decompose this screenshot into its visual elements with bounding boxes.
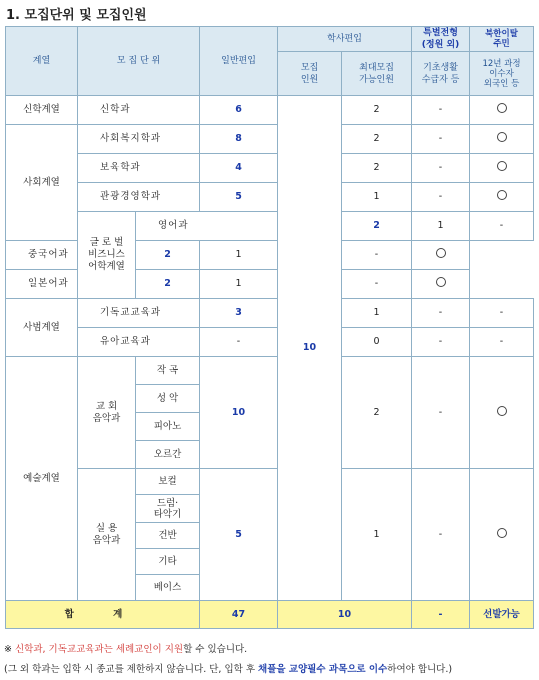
- major-piano: 피아노: [136, 413, 200, 441]
- major-composition: 작 곡: [136, 357, 200, 385]
- defector-theology: [470, 96, 534, 125]
- special-welfare: -: [412, 125, 470, 154]
- special-tourism: -: [412, 183, 470, 212]
- dept-early-ed: 유아교육과: [78, 328, 200, 357]
- max-chinese: 1: [200, 241, 278, 270]
- general-tourism: 5: [200, 183, 278, 212]
- major-keyboard: 건반: [136, 523, 200, 549]
- dept-christian-ed: 기독교교육과: [78, 299, 200, 328]
- dept-church-music: 교 회 음악과: [78, 357, 136, 469]
- note-marker: ※: [4, 644, 15, 655]
- defector-chinese: [412, 241, 470, 270]
- header-category: 계열: [6, 27, 78, 96]
- dept-theology: 신학과: [78, 96, 200, 125]
- general-childcare: 4: [200, 154, 278, 183]
- note-baptized-requirement: 신학과, 기독교교육과는 세례교인이 지원: [14, 644, 184, 655]
- dept-welfare: 사회복지학과: [78, 125, 200, 154]
- header-bachelor-max: 최대모집 가능인원: [342, 52, 412, 96]
- note-chapel-requirement: 채플을 교양필수 과목으로 이수: [258, 664, 388, 675]
- max-tourism: 1: [342, 183, 412, 212]
- max-practical-music: 1: [342, 469, 412, 601]
- defector-tourism: [470, 183, 534, 212]
- group-social: 사회계열: [6, 125, 78, 241]
- major-drums: 드럼· 타악기: [136, 495, 200, 523]
- max-christian-ed: 1: [342, 299, 412, 328]
- group-arts: 예술계열: [6, 357, 78, 601]
- header-bachelor-quota: 모집 인원: [278, 52, 342, 96]
- group-education: 사범계열: [6, 299, 78, 357]
- defector-church-music: [470, 357, 534, 469]
- max-japanese: 1: [200, 270, 278, 299]
- defector-early-ed: -: [470, 328, 534, 357]
- total-bachelor: 10: [278, 601, 412, 629]
- dept-childcare: 보육학과: [78, 154, 200, 183]
- max-church-music: 2: [342, 357, 412, 469]
- general-chinese: 2: [136, 241, 200, 270]
- circle-mark: [497, 190, 507, 200]
- group-global: 글 로 벌 비즈니스 어학계열: [78, 212, 136, 299]
- max-welfare: 2: [342, 125, 412, 154]
- defector-christian-ed: -: [470, 299, 534, 328]
- header-special-sub: 기초생활 수급자 등: [412, 52, 470, 96]
- total-defector: 선발가능: [470, 601, 534, 629]
- major-organ: 오르간: [136, 441, 200, 469]
- defector-practical-music: [470, 469, 534, 601]
- general-welfare: 8: [200, 125, 278, 154]
- note-chapel-suffix: 하여야 합니다.): [387, 664, 453, 675]
- general-japanese: 2: [136, 270, 200, 299]
- general-english: 2: [342, 212, 412, 241]
- general-early-ed: -: [200, 328, 278, 357]
- header-special: 특별전형 (정원 외): [412, 27, 470, 52]
- major-guitar: 기타: [136, 549, 200, 575]
- bachelor-quota: 10: [278, 96, 342, 601]
- dept-japanese: 일본어과: [6, 270, 136, 299]
- header-defector-sub: 12년 과정 이수자 외국인 등: [470, 52, 534, 96]
- special-church-music: -: [412, 357, 470, 469]
- max-theology: 2: [342, 96, 412, 125]
- max-childcare: 2: [342, 154, 412, 183]
- special-christian-ed: -: [412, 299, 470, 328]
- total-special: -: [412, 601, 470, 629]
- max-english: 1: [412, 212, 470, 241]
- max-early-ed: 0: [342, 328, 412, 357]
- special-practical-music: -: [412, 469, 470, 601]
- circle-mark: [436, 277, 446, 287]
- circle-mark: [497, 132, 507, 142]
- circle-mark: [497, 161, 507, 171]
- header-bachelor: 학사편입: [278, 27, 412, 52]
- general-practical-music: 5: [200, 469, 278, 601]
- circle-mark: [497, 406, 507, 416]
- special-childcare: -: [412, 154, 470, 183]
- defector-childcare: [470, 154, 534, 183]
- dept-chinese: 중국어과: [6, 241, 136, 270]
- total-label: 합 계: [6, 601, 200, 629]
- dept-tourism: 관광경영학과: [78, 183, 200, 212]
- page-title: 1. 모집단위 및 모집인원: [6, 8, 147, 23]
- note-chapel: [4, 661, 452, 675]
- header-defector: 북한이탈 주민: [470, 27, 534, 52]
- special-japanese: -: [342, 270, 412, 299]
- general-church-music: 10: [200, 357, 278, 469]
- circle-mark: [436, 248, 446, 258]
- defector-welfare: [470, 125, 534, 154]
- general-christian-ed: 3: [200, 299, 278, 328]
- header-general: 일반편입: [200, 27, 278, 96]
- general-theology: 6: [200, 96, 278, 125]
- total-general: 47: [200, 601, 278, 629]
- defector-japanese: [412, 270, 470, 299]
- special-chinese: -: [342, 241, 412, 270]
- major-voice: 성 악: [136, 385, 200, 413]
- note-religion: [4, 641, 247, 655]
- group-theology: 신학계열: [6, 96, 78, 125]
- note-chapel-prefix: (그 외 학과는 입학 시 종교를 제한하지 않습니다. 단, 입학 후: [4, 664, 259, 675]
- header-unit: 모 집 단 위: [78, 27, 200, 96]
- circle-mark: [497, 528, 507, 538]
- major-bass: 베이스: [136, 575, 200, 601]
- dept-practical-music: 실 용 음악과: [78, 469, 136, 601]
- special-early-ed: -: [412, 328, 470, 357]
- dept-english: 영어과: [136, 212, 278, 241]
- circle-mark: [497, 103, 507, 113]
- major-vocal: 보컬: [136, 469, 200, 495]
- special-theology: -: [412, 96, 470, 125]
- note-suffix: 할 수 있습니다.: [183, 644, 248, 655]
- recruitment-table: [5, 26, 534, 629]
- special-english: -: [470, 212, 534, 241]
